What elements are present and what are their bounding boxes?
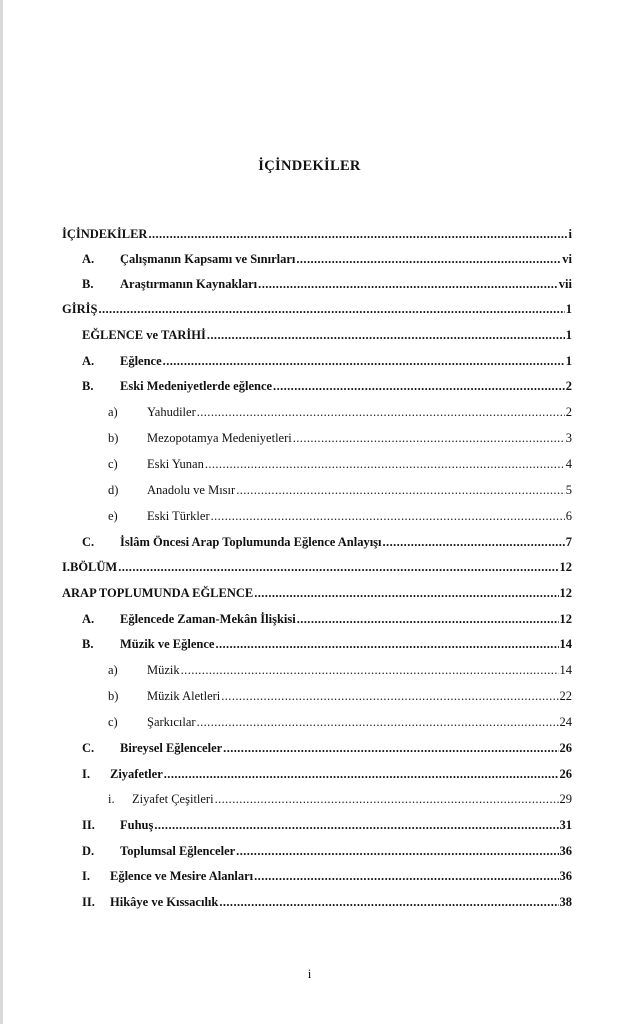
toc-entry-title: Eğlencede Zaman-Mekân İlişkisi xyxy=(120,612,296,626)
toc-entry-page: 2 xyxy=(565,405,572,419)
toc-leader-dots xyxy=(254,869,558,884)
toc-entry-title: Hikâye ve Kıssacılık xyxy=(110,895,219,909)
toc-entry-title: Yahudiler xyxy=(147,405,196,419)
toc-leader-dots xyxy=(219,895,558,910)
toc-entry-marker: C. xyxy=(82,741,95,755)
toc-entry-marker: B. xyxy=(82,637,94,651)
toc-entry-marker: A. xyxy=(82,354,95,368)
toc-entry-page: 5 xyxy=(565,483,572,497)
toc-entry-title: I.BÖLÜM xyxy=(62,560,118,574)
toc-leader-dots xyxy=(236,844,558,859)
toc-entry-page: 36 xyxy=(559,844,572,858)
toc-entry[interactable] xyxy=(62,663,572,681)
toc-entry-page: 12 xyxy=(559,560,572,574)
toc-entry-page: 38 xyxy=(559,895,572,909)
toc-entry-title: Ziyafetler xyxy=(110,767,163,781)
toc-entry-marker: B. xyxy=(82,379,94,393)
toc-entry-title: Mezopotamya Medeniyetleri xyxy=(147,431,292,445)
toc-leader-dots xyxy=(181,663,559,678)
toc-entry[interactable] xyxy=(62,560,572,578)
toc-entry-marker: B. xyxy=(82,277,94,291)
toc-entry-marker: II. xyxy=(82,818,95,832)
toc-entry-page: 14 xyxy=(559,637,572,651)
toc-entry[interactable] xyxy=(62,586,572,604)
toc-entry[interactable] xyxy=(62,895,572,913)
toc-entry[interactable] xyxy=(62,277,572,295)
toc-entry-title: Eski Medeniyetlerde eğlence xyxy=(120,379,273,393)
toc-entry-marker: i. xyxy=(108,792,115,806)
toc-entry-page: 26 xyxy=(559,741,572,755)
page-edge xyxy=(0,0,3,1024)
toc-leader-dots xyxy=(197,715,559,730)
toc-leader-dots xyxy=(258,277,558,292)
toc-entry-page: 36 xyxy=(559,869,572,883)
toc-entry[interactable] xyxy=(62,535,572,553)
toc-entry-marker: A. xyxy=(82,252,95,266)
toc-entry-title: Şarkıcılar xyxy=(147,715,196,729)
toc-entry-marker: II. xyxy=(82,895,95,909)
toc-entry-title: Müzik ve Eğlence xyxy=(120,637,215,651)
toc-entry-marker: c) xyxy=(108,457,118,471)
page-number: i xyxy=(307,966,312,981)
toc-entry-page: 24 xyxy=(559,715,572,729)
toc-entry-page: 12 xyxy=(559,612,572,626)
toc-entry-title: Toplumsal Eğlenceler xyxy=(120,844,236,858)
toc-entry-page: i xyxy=(568,227,572,241)
toc-leader-dots xyxy=(207,328,565,343)
toc-entry-marker: d) xyxy=(108,483,119,497)
toc-entry-page: 26 xyxy=(559,767,572,781)
toc-entry-marker: e) xyxy=(108,509,118,523)
toc-entry-title: Araştırmanın Kaynakları xyxy=(120,277,258,291)
toc-entry[interactable] xyxy=(62,844,572,862)
toc-entry[interactable] xyxy=(62,792,572,810)
toc-leader-dots xyxy=(163,354,565,369)
toc-entry-title: Eski Türkler xyxy=(147,509,210,523)
toc-entry[interactable] xyxy=(62,431,572,449)
toc-entry-marker: C. xyxy=(82,535,95,549)
toc-leader-dots xyxy=(273,379,565,394)
toc-entry-title: Bireysel Eğlenceler xyxy=(120,741,223,755)
toc-entry-page: 14 xyxy=(559,663,572,677)
toc-entry-marker: a) xyxy=(108,405,118,419)
toc-entry-page: 1 xyxy=(565,302,572,316)
toc-leader-dots xyxy=(211,509,565,524)
toc-entry-page: 4 xyxy=(565,457,572,471)
toc-entry-marker: a) xyxy=(108,663,118,677)
toc-entry-title: Müzik xyxy=(147,663,180,677)
toc-leader-dots xyxy=(221,689,558,704)
toc-entry-marker: b) xyxy=(108,431,119,445)
toc-leader-dots xyxy=(254,586,558,601)
toc-entry-page: 1 xyxy=(565,354,572,368)
toc-entry-title: Ziyafet Çeşitleri xyxy=(132,792,214,806)
toc-entry-title: İslâm Öncesi Arap Toplumunda Eğlence Anlayışı xyxy=(120,535,382,549)
toc-entry[interactable] xyxy=(62,405,572,423)
toc-entry-marker: c) xyxy=(108,715,118,729)
toc-leader-dots xyxy=(223,741,558,756)
toc-leader-dots xyxy=(215,792,559,807)
toc-entry-page: 2 xyxy=(565,379,572,393)
toc-entry-marker: D. xyxy=(82,844,95,858)
toc-entry[interactable] xyxy=(62,818,572,836)
toc-entry[interactable] xyxy=(62,379,572,397)
toc-entry-page: vii xyxy=(558,277,572,291)
toc-entry-page: 7 xyxy=(565,535,572,549)
toc-entry[interactable] xyxy=(62,302,572,320)
toc-entry-page: 12 xyxy=(559,586,572,600)
toc-leader-dots xyxy=(297,612,559,627)
toc-leader-dots xyxy=(154,818,558,833)
toc-entry[interactable] xyxy=(62,354,572,372)
toc-entry-title: Eğlence ve Mesire Alanları xyxy=(110,869,254,883)
toc-entry-title: EĞLENCE ve TARİHİ xyxy=(82,328,206,342)
toc-leader-dots xyxy=(98,302,564,317)
toc-entry-title: Eski Yunan xyxy=(147,457,204,471)
toc-leader-dots xyxy=(205,457,565,472)
toc-entry-marker: I. xyxy=(82,767,90,781)
toc-leader-dots xyxy=(197,405,565,420)
toc-entry-title: İÇİNDEKİLER xyxy=(62,227,148,241)
toc-entry-title: Anadolu ve Mısır xyxy=(147,483,236,497)
toc-entry-page: 31 xyxy=(559,818,572,832)
toc-entry-title: ARAP TOPLUMUNDA EĞLENCE xyxy=(62,586,254,600)
toc-entry[interactable] xyxy=(62,227,572,245)
toc-entry[interactable] xyxy=(62,741,572,759)
toc-entry-title: Çalışmanın Kapsamı ve Sınırları xyxy=(120,252,296,266)
toc-entry-marker: I. xyxy=(82,869,90,883)
page-title: İÇİNDEKİLER xyxy=(258,158,361,174)
toc-entry[interactable] xyxy=(62,869,572,887)
toc-entry[interactable] xyxy=(62,612,572,630)
toc-entry[interactable] xyxy=(62,252,572,270)
toc-entry-page: 22 xyxy=(559,689,572,703)
toc-entry[interactable] xyxy=(62,689,572,707)
toc-leader-dots xyxy=(164,767,559,782)
toc-leader-dots xyxy=(118,560,558,575)
toc-entry-page: 29 xyxy=(559,792,572,806)
toc-entry-page: 6 xyxy=(565,509,572,523)
toc-entry[interactable] xyxy=(62,509,572,527)
toc-entry[interactable] xyxy=(62,637,572,655)
toc-entry[interactable] xyxy=(62,457,572,475)
toc-entry[interactable] xyxy=(62,767,572,785)
toc-entry[interactable] xyxy=(62,715,572,733)
toc-leader-dots xyxy=(148,227,567,242)
toc-entry-marker: b) xyxy=(108,689,119,703)
toc-entry-title: Fuhuş xyxy=(120,818,154,832)
toc-leader-dots xyxy=(215,637,558,652)
toc-entry-page: vi xyxy=(562,252,572,266)
toc-entry[interactable] xyxy=(62,328,572,346)
toc-leader-dots xyxy=(236,483,565,498)
toc-leader-dots xyxy=(296,252,561,267)
toc-entry-title: GİRİŞ xyxy=(62,302,98,316)
toc-leader-dots xyxy=(383,535,565,550)
toc-entry-marker: A. xyxy=(82,612,95,626)
toc-entry-page: 3 xyxy=(565,431,572,445)
toc-entry-page: 1 xyxy=(565,328,572,342)
toc-entry-title: Eğlence xyxy=(120,354,162,368)
toc-leader-dots xyxy=(293,431,565,446)
toc-entry-title: Müzik Aletleri xyxy=(147,689,221,703)
toc-entry[interactable] xyxy=(62,483,572,501)
